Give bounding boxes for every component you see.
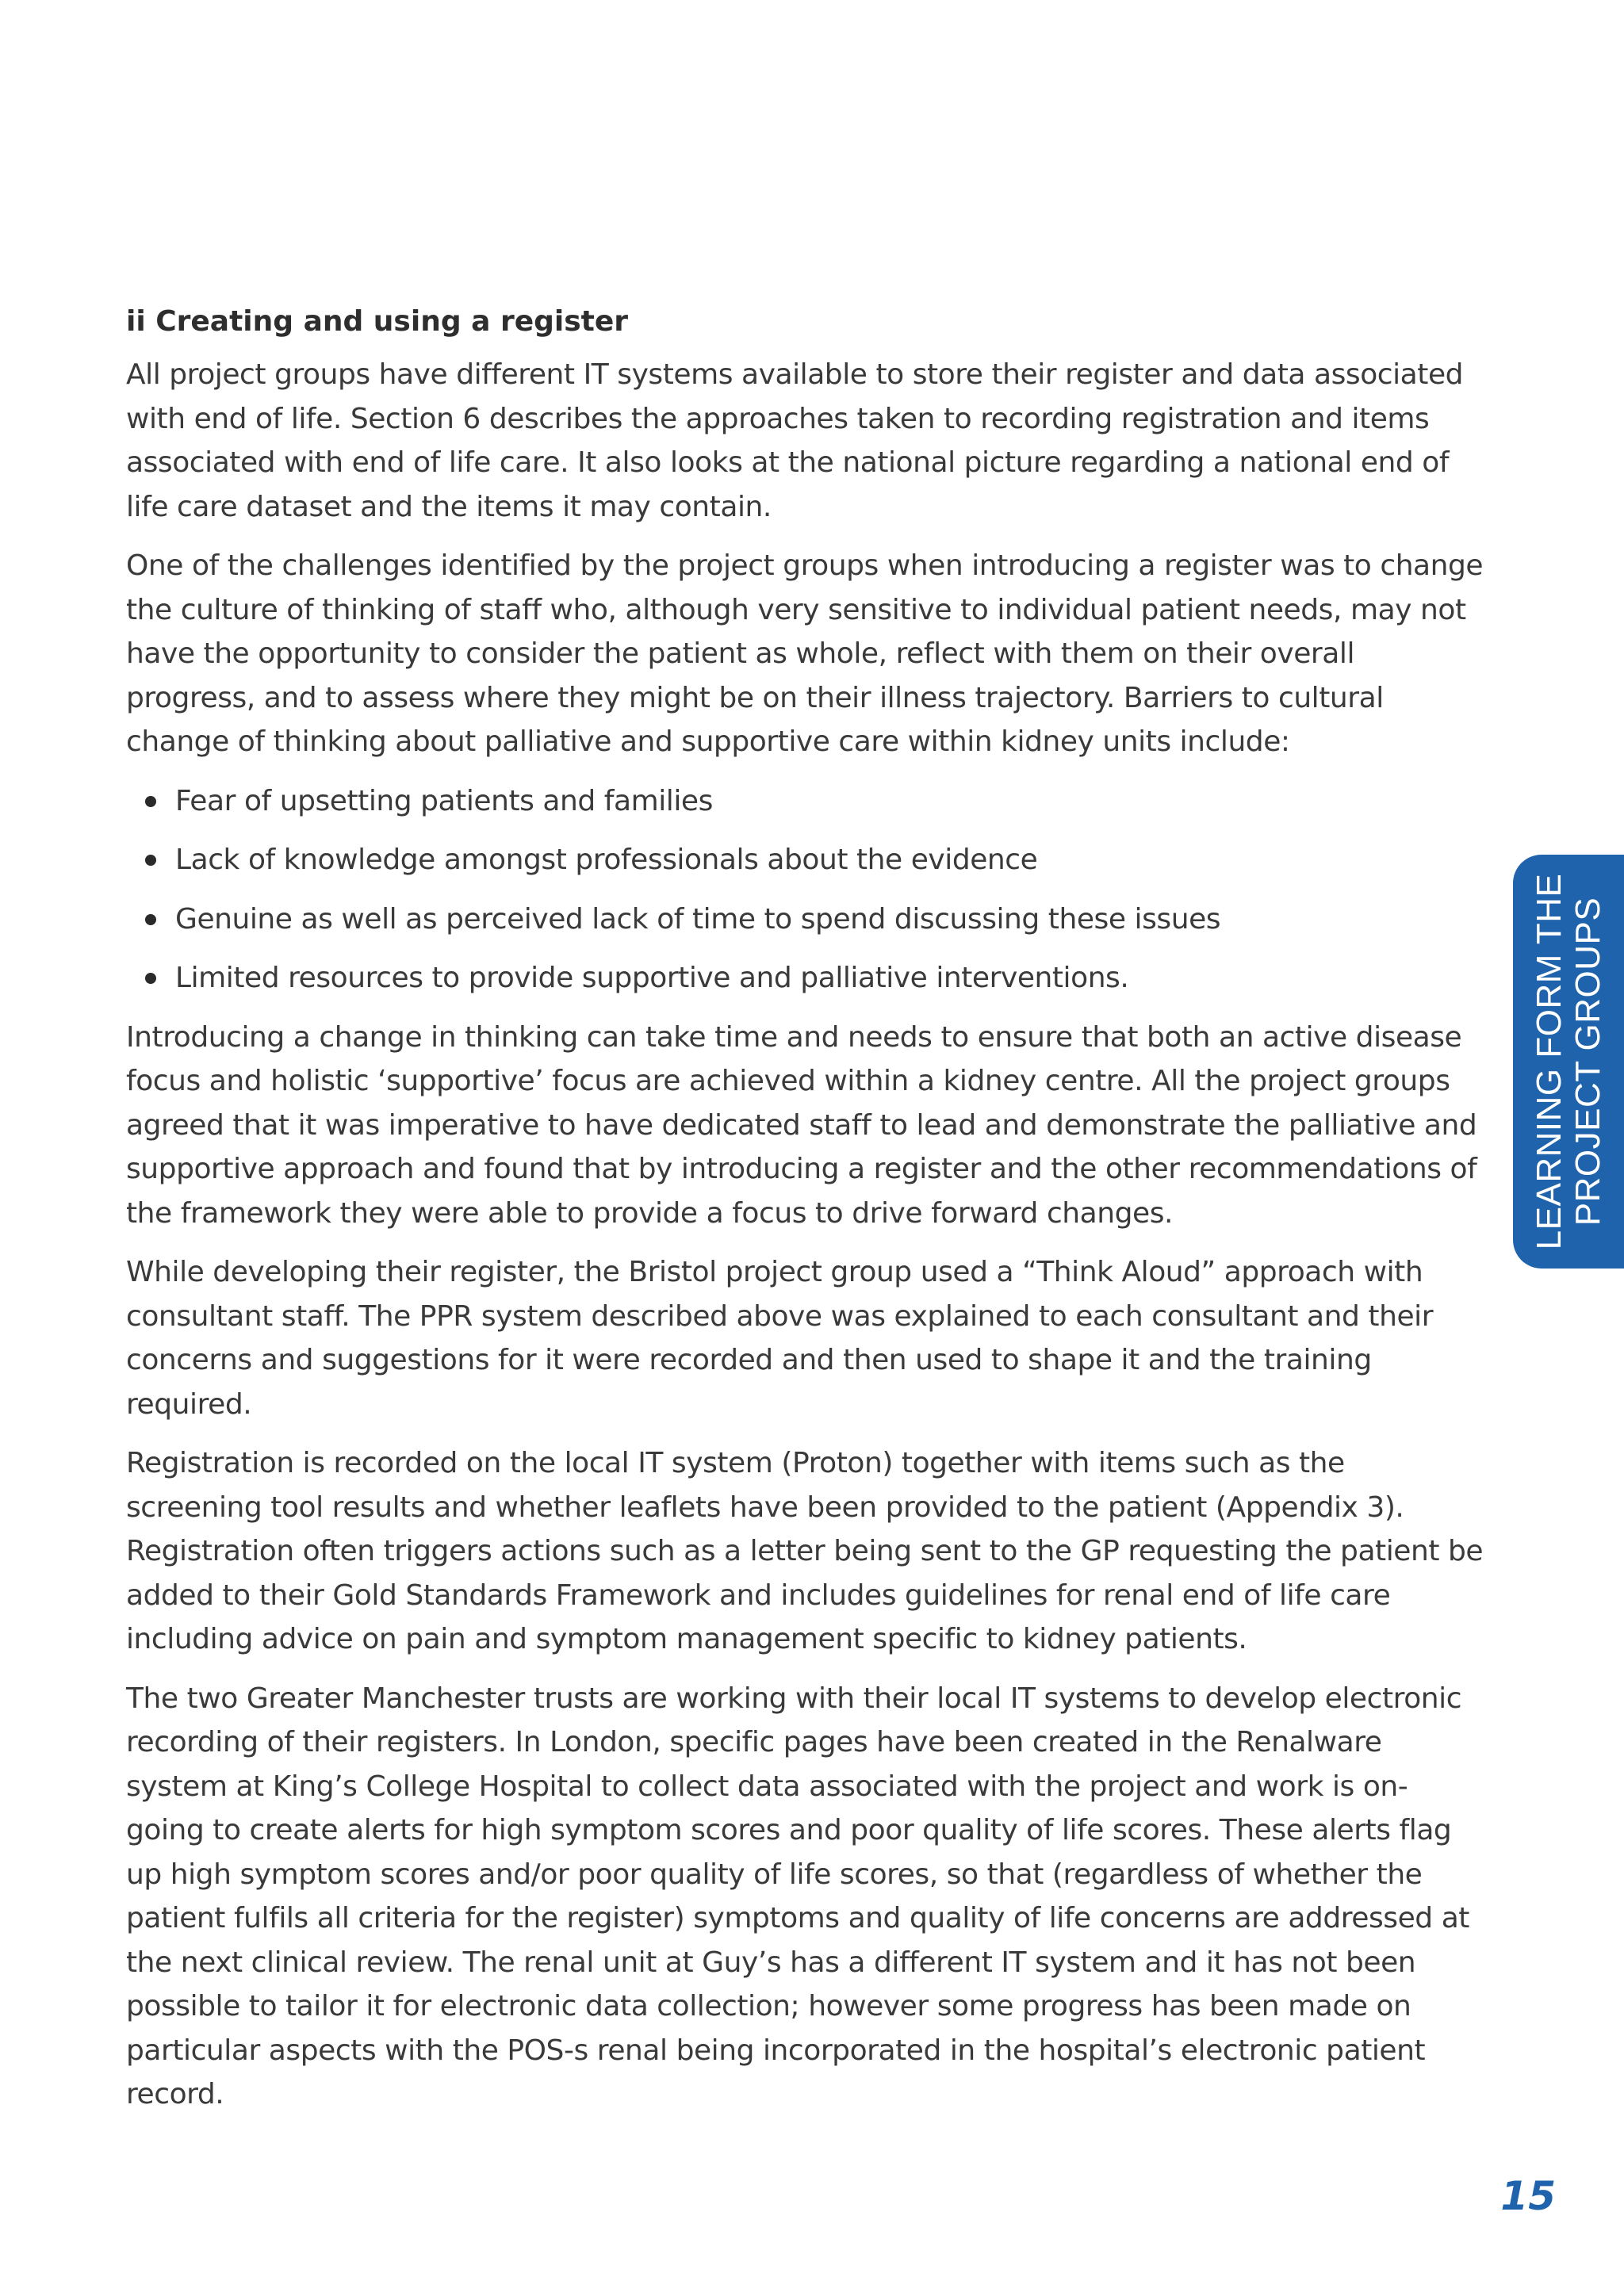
bullet-item: [126, 897, 1484, 942]
body-paragraph: While developing their register, the Bristol project group used a “Think Aloud” approach with consultant staff. The PPR system described above was explained to each consultant and their concerns and suggestions for it were recorded and then used to shape it and the training required.: [126, 1256, 1434, 1421]
bullet-text: Lack of knowledge amongst professionals about the evidence: [175, 844, 1038, 876]
section-heading: ii Creating and using a register: [126, 305, 629, 338]
body-paragraph: Registration is recorded on the local IT system (Proton) together with items such as the screening tool results and whether leaflets have been provided to the patient (Appendix 3). Registration often triggers actions such as a letter being sent to the GP requesting the patient be added to their Gold Standards Framework and includes guidelines for renal end of life care including advice on pain and symptom management specific to kidney patients.: [126, 1447, 1484, 1655]
side-tab-line-2: PROJECT GROUPS: [1568, 897, 1607, 1226]
bullet-item: [126, 779, 1484, 824]
main-content: [126, 300, 1484, 2132]
bullet-dot-icon: [145, 855, 156, 866]
bullet-dot-icon: [145, 796, 156, 807]
body-paragraph: Introducing a change in thinking can take time and needs to ensure that both an active disease focus and holistic ‘supportive’ focus are achieved within a kidney centre. All the project groups agreed that it was imperative to have dedicated staff to lead and demonstrate the palliative and supportive approach and found that by introducing a register and the other recommendations of the framework they were able to provide a focus to drive forward changes.: [126, 1020, 1477, 1230]
chapter-side-tab: [1513, 855, 1624, 1269]
body-paragraph: The two Greater Manchester trusts are working with their local IT systems to develop electronic recording of their registers. In London, specific pages have been created in the Renalware system at King’s College Hospital to collect data associated with the project and work is on-going to create alerts for high symptom scores and poor quality of life scores. These alerts flag up high symptom scores and/or poor quality of life scores, so that (regardless of whether the patient fulfils all criteria for the register) symptoms and quality of life concerns are addressed at the next clinical review. The renal unit at Guy’s has a different IT system and it has not been possible to tailor it for electronic data collection; however some progress has been made on particular aspects with the POS-s renal being incorporated in the hospital’s electronic patient record.: [126, 1682, 1469, 2110]
bullet-dot-icon: [145, 914, 156, 925]
chapter-side-tab-label: [1530, 874, 1607, 1250]
bullet-list: [126, 779, 1484, 1001]
bullet-item: [126, 838, 1484, 882]
bullet-text: Limited resources to provide supportive and palliative interventions.: [175, 962, 1129, 994]
bullet-text: Genuine as well as perceived lack of time to spend discussing these issues: [175, 902, 1221, 936]
side-tab-line-1: LEARNING FORM THE: [1530, 873, 1568, 1250]
bullet-text: Fear of upsetting patients and families: [175, 784, 713, 817]
body-paragraph: One of the challenges identified by the project groups when introducing a register was to change the culture of thinking of staff who, although very sensitive to individual patient needs, may not have the opportunity to consider the patient as whole, reflect with them on their overall progress, and to assess where they might be on their illness trajectory. Barriers to cultural change of thinking about palliative and supportive care within kidney units include:: [126, 549, 1484, 758]
page-number: 15: [1500, 2173, 1556, 2219]
bullet-dot-icon: [145, 973, 156, 984]
bullet-item: [126, 956, 1484, 1001]
body-paragraph: All project groups have different IT systems available to store their register and data associated with end of life. Section 6 describes the approaches taken to recording registration and items associated with end of life care. It also looks at the national picture regarding a national end of life care dataset and the items it may contain.: [126, 358, 1464, 523]
